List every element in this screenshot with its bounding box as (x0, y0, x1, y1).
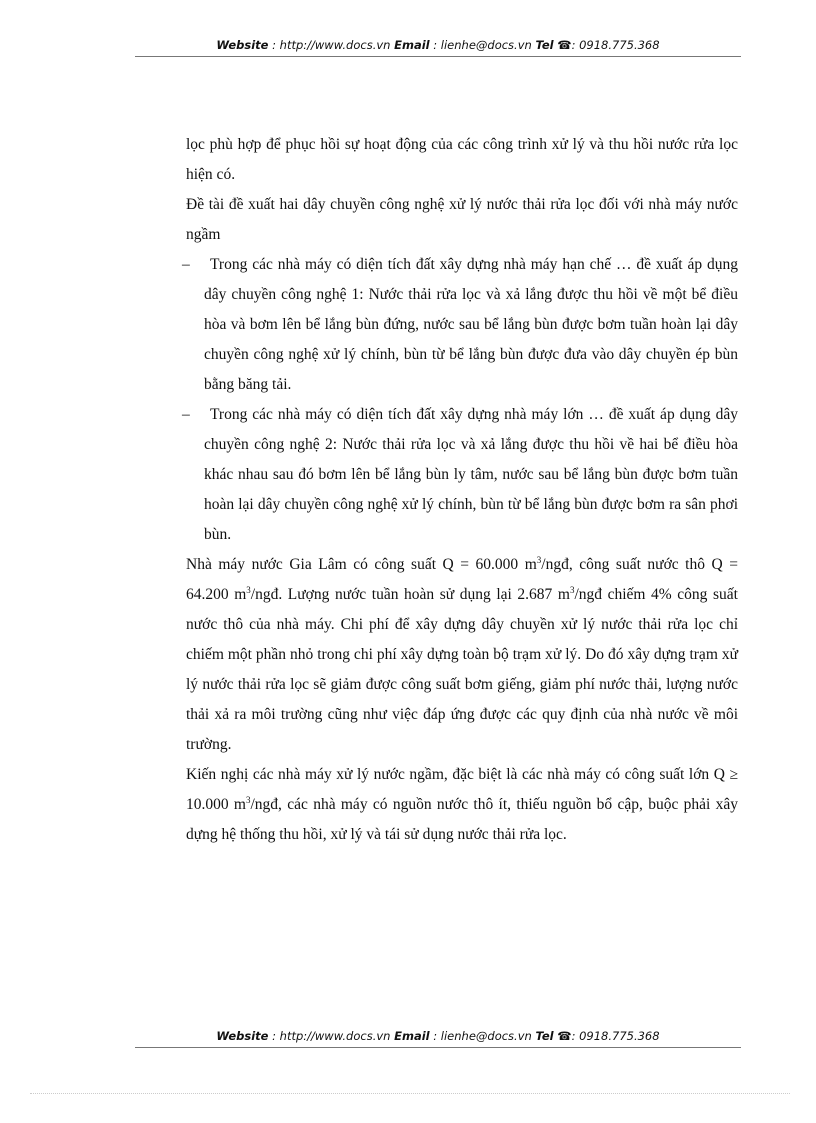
superscript: 3 (246, 584, 251, 595)
p3-part-b: /ngđ, công suất nước thô Q = 64.200 m (186, 556, 738, 603)
phone-icon: ☎ (557, 38, 572, 52)
tel-label: Tel (535, 1029, 554, 1043)
email-sep: : (429, 1029, 441, 1043)
p4-part-b: /ngđ, các nhà máy có nguồn nước thô ít, thiếu nguồn bổ cập, buộc phải xây dựng hệ thống thu hồi, xử lý và tái sử dụng nước thải rửa lọc. (186, 796, 739, 843)
paragraph-2: Đề tài đề xuất hai dây chuyền công nghệ xử lý nước thải rửa lọc đối với nhà máy nước ngầm (186, 196, 738, 243)
bullet-text-2: Trong các nhà máy có diện tích đất xây dựng nhà máy lớn … đề xuất áp dụng dây chuyền công nghệ 2: Nước thải rửa lọc và xả lắng được thu hồi về hai bể điều hòa khác nhau sau đó bơm lên bể lắng bùn ly tâm, nước sau bể lắng bùn được bơm tuần hoàn lại dây chuyền công nghệ xử lý chính, bùn từ bể lắng bùn được bơm ra sân phơi bùn. (204, 406, 738, 543)
phone-icon: ☎ (557, 1029, 572, 1043)
email-label: Email (394, 1029, 430, 1043)
page-footer (135, 1029, 741, 1043)
document-body (182, 130, 739, 850)
bullet-text-1: Trong các nhà máy có diện tích đất xây dựng nhà máy hạn chế … đề xuất áp dụng dây chuyền công nghệ 1: Nước thải rửa lọc và xả lắng được thu hồi về một bể điều hòa và bơm lên bể lắng bùn đứng, nước sau bể lắng bùn được bơm tuần hoàn lại dây chuyền công nghệ xử lý chính, bùn từ bể lắng bùn được đưa vào dây chuyền ép bùn bằng băng tải. (204, 256, 738, 393)
bullet-item-2 (182, 400, 738, 550)
email-label: Email (394, 38, 430, 52)
tel-label: Tel (535, 38, 554, 52)
email-link[interactable]: lienhe@docs.vn (440, 38, 532, 52)
superscript: 3 (569, 584, 575, 595)
bullet-dash: – (182, 256, 190, 273)
website-label: Website (216, 1029, 269, 1043)
bullet-dash: – (182, 406, 190, 423)
page-header (135, 38, 741, 52)
email-link[interactable]: lienhe@docs.vn (440, 1029, 532, 1043)
superscript: 3 (246, 794, 251, 805)
page-edge-divider (30, 1093, 790, 1094)
email-sep: : (429, 38, 441, 52)
p3-part-d: /ngđ chiếm 4% công suất nước thô của nhà máy. Chi phí để xây dựng dây chuyền xử lý nước thải rửa lọc chỉ chiếm một phần nhỏ trong chi phí xây dựng toàn bộ trạm xử lý. Do đó xây dựng trạm xử lý nước thải rửa lọc sẽ giảm được công suất bơm giếng, giảm phí nước thải, lượng nước thải xả ra môi trường cũng như việc đáp ứng được các quy định của nhà nước về môi trường. (186, 586, 738, 753)
superscript: 3 (536, 554, 542, 565)
p3-part-c: /ngđ. Lượng nước tuần hoàn sử dụng lại 2.687 m (250, 586, 570, 603)
header-rule (135, 56, 741, 57)
footer-rule (135, 1047, 741, 1048)
paragraph-3 (186, 550, 738, 760)
website-link[interactable]: http://www.docs.vn (279, 1029, 391, 1043)
website-link[interactable]: http://www.docs.vn (279, 38, 391, 52)
website-label: Website (216, 38, 269, 52)
paragraph-1: lọc phù hợp để phục hồi sự hoạt động của các công trình xử lý và thu hồi nước rửa lọc hiện có. (186, 136, 738, 183)
paragraph-4 (186, 760, 738, 850)
p3-part-a: Nhà máy nước Gia Lâm có công suất Q = 60.000 m (186, 556, 537, 573)
bullet-item-1 (182, 250, 738, 400)
p4-part-a: Kiến nghị các nhà máy xử lý nước ngầm, đặc biệt là các nhà máy có công suất lớn Q ≥ 10.000 m (186, 766, 738, 813)
tel-value: : 0918.775.368 (571, 38, 660, 52)
tel-value: : 0918.775.368 (571, 1029, 660, 1043)
website-sep: : (268, 1029, 280, 1043)
website-sep: : (268, 38, 280, 52)
